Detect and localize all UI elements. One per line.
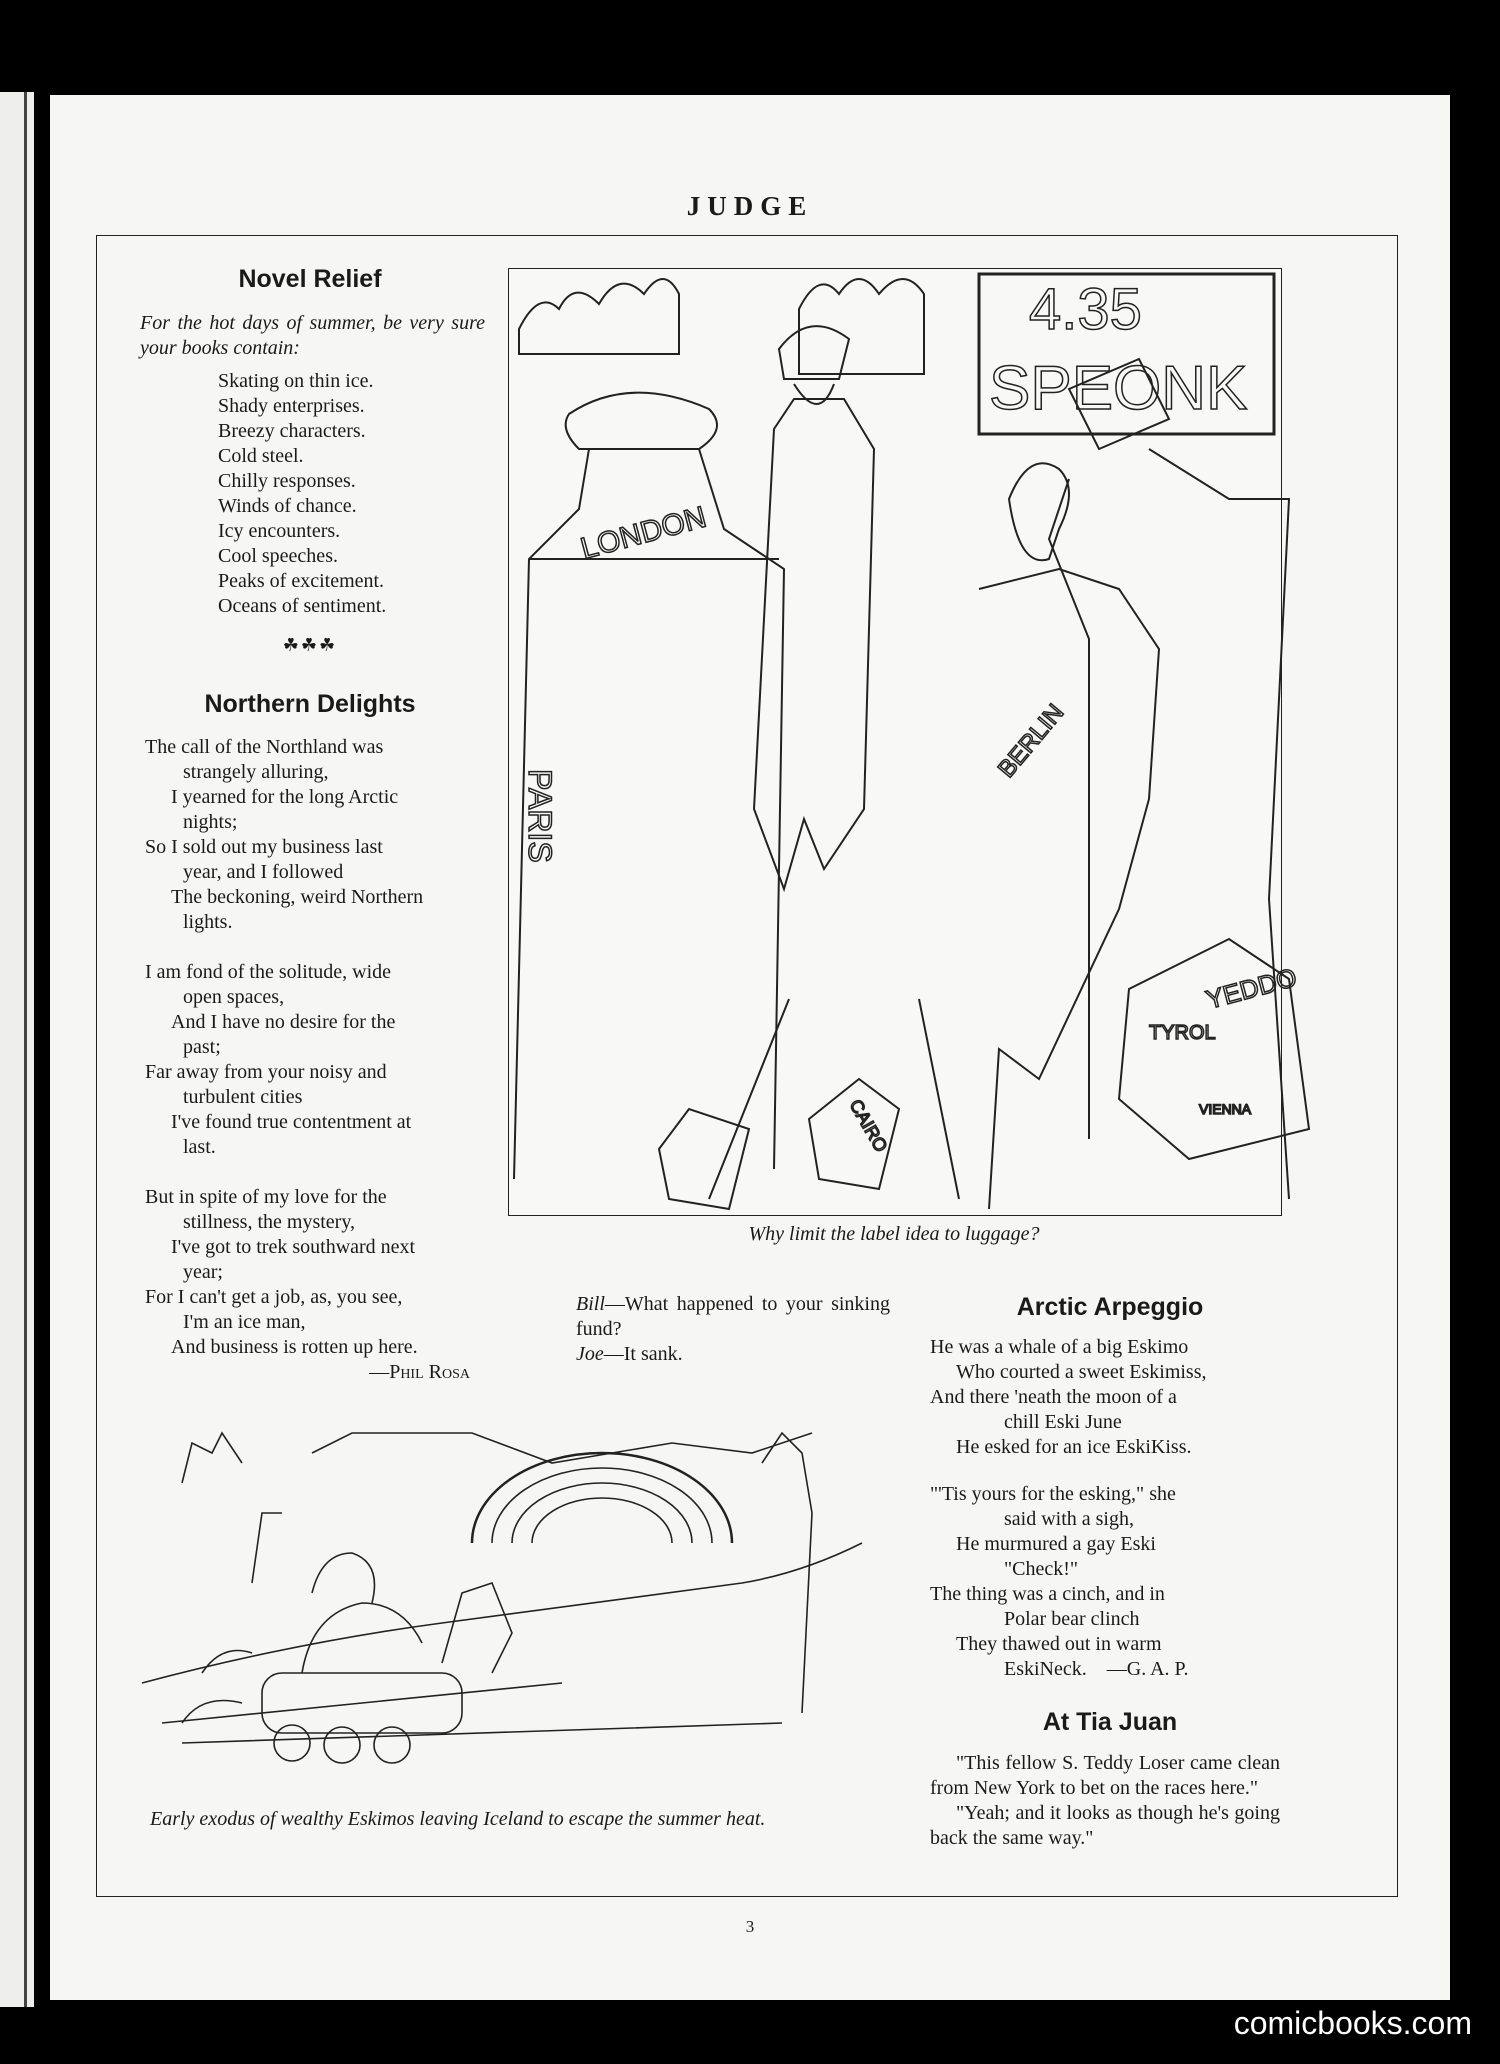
- running-head: JUDGE: [686, 191, 814, 221]
- poem-line: strangely alluring,: [183, 761, 329, 783]
- joke-speaker: Bill: [576, 1293, 605, 1315]
- poem-line: I've found true contentment at: [171, 1111, 412, 1133]
- main-cartoon: [508, 268, 1300, 1216]
- poem-stanza: [145, 1185, 500, 1360]
- list-item: Cold steel.: [218, 445, 304, 467]
- magazine-page: [50, 95, 1450, 2000]
- sign-time: 4.35: [1029, 277, 1142, 342]
- poem-line: Polar bear clinch: [1004, 1608, 1140, 1630]
- poem-line: said with a sigh,: [1004, 1508, 1134, 1530]
- label-cairo: CAIRO: [845, 1096, 892, 1156]
- novel-relief-intro: [140, 311, 485, 361]
- list-item: Peaks of excitement.: [218, 570, 385, 592]
- poem-line: They thawed out in warm: [956, 1633, 1162, 1655]
- joke-line-1: [550, 1292, 890, 1342]
- joke-line-2: [550, 1342, 890, 1367]
- poem-line: He esked for an ice EskiKiss.: [956, 1436, 1192, 1458]
- poem-line: nights;: [183, 811, 238, 833]
- list-item: Oceans of sentiment.: [218, 595, 387, 617]
- arctic-arpeggio-title: Arctic Arpeggio: [1016, 1293, 1204, 1321]
- list-item: Skating on thin ice.: [218, 370, 374, 392]
- page-number: 3: [745, 1917, 755, 1936]
- list-item: Icy encounters.: [218, 520, 341, 542]
- poem-line: EskiNeck. —G. A. P.: [1004, 1658, 1189, 1680]
- poem-line: The thing was a cinch, and in: [930, 1583, 1165, 1605]
- list-item: Shady enterprises.: [218, 395, 365, 417]
- poem-line: open spaces,: [183, 986, 285, 1008]
- label-yeddo: YEDDO: [1202, 961, 1300, 1015]
- poem-line: stillness, the mystery,: [183, 1211, 356, 1233]
- main-cartoon-caption: Why limit the label idea to luggage?: [748, 1223, 1040, 1245]
- poem-line: chill Eski June: [1004, 1411, 1122, 1433]
- tia-juan-paragraph: "Yeah; and it looks as though he's going back the same way.": [930, 1802, 1280, 1849]
- joke-text: —What happened to your sinking fund?: [576, 1293, 890, 1340]
- label-berlin: BERLIN: [992, 699, 1070, 783]
- poem-line: past;: [183, 1036, 221, 1058]
- section-ornament: ☘☘☘: [282, 635, 338, 655]
- bottom-cartoon-drawing: [142, 1423, 880, 1805]
- tia-juan-text: [930, 1751, 1280, 1851]
- poem-stanza: [930, 1335, 1280, 1460]
- arctic-arpeggio-poem: [930, 1335, 1280, 1682]
- poem-line: And I have no desire for the: [171, 1011, 396, 1033]
- poem-line: Who courted a sweet Eskimiss,: [956, 1361, 1207, 1383]
- poem-line: I'm an ice man,: [183, 1311, 306, 1333]
- poem-line: turbulent cities: [183, 1086, 303, 1108]
- poem-line: I yearned for the long Arctic: [171, 786, 399, 808]
- list-item: Chilly responses.: [218, 470, 356, 492]
- watermark: comicbooks.com: [1233, 2005, 1472, 2041]
- poem-line: lights.: [183, 911, 233, 933]
- poem-line: last.: [183, 1136, 216, 1158]
- poem-line: I am fond of the solitude, wide: [145, 961, 392, 983]
- poem-line: year;: [183, 1261, 223, 1283]
- label-paris: PARIS: [522, 769, 558, 863]
- poem-line: And business is rotten up here.: [171, 1336, 418, 1358]
- novel-relief-title: Novel Relief: [238, 265, 382, 293]
- poem-line: I've got to trek southward next: [171, 1236, 416, 1258]
- bottom-cartoon: [142, 1423, 880, 1805]
- poem-line: The call of the Northland was: [145, 736, 384, 758]
- poem-line: But in spite of my love for the: [145, 1186, 387, 1208]
- poem-line: He was a whale of a big Eskimo: [930, 1336, 1189, 1358]
- poem-author: —Phil Rosa: [369, 1361, 470, 1383]
- poem-line: He murmured a gay Eski: [956, 1533, 1156, 1555]
- list-item: Breezy characters.: [218, 420, 366, 442]
- page-gutter-line: [24, 92, 27, 2007]
- bottom-cartoon-caption: Early exodus of wealthy Eskimos leaving Iceland to escape the summer heat.: [150, 1808, 766, 1830]
- left-page-edge: [0, 92, 34, 2007]
- list-item: Winds of chance.: [218, 495, 357, 517]
- joke-text: —It sank.: [603, 1343, 683, 1365]
- bill-joe-joke: [550, 1292, 890, 1367]
- poem-line: "Check!": [1004, 1558, 1079, 1580]
- label-tyrol: TYROL: [1149, 1022, 1216, 1044]
- poem-line: year, and I followed: [183, 861, 344, 883]
- label-london: LONDON: [577, 500, 710, 566]
- main-cartoon-drawing: [509, 269, 1300, 1215]
- northern-delights-title: Northern Delights: [204, 690, 416, 718]
- joke-speaker: Joe: [576, 1343, 604, 1365]
- poem-line: "'Tis yours for the esking," she: [930, 1483, 1176, 1505]
- sign-station: SPEONK: [989, 354, 1248, 423]
- poem-line: And there 'neath the moon of a: [930, 1386, 1177, 1408]
- tia-juan-paragraph: "This fellow S. Teddy Loser came clean from New York to bet on the races here.": [930, 1752, 1280, 1799]
- poem-stanza: [145, 960, 500, 1160]
- poem-line: The beckoning, weird Northern: [171, 886, 424, 908]
- list-item: Cool speeches.: [218, 545, 338, 567]
- northern-delights-poem: [145, 735, 500, 1385]
- poem-line: Far away from your noisy and: [145, 1061, 387, 1083]
- label-vienna: VIENNA: [1199, 1101, 1252, 1117]
- novel-relief-list: [218, 369, 468, 619]
- novel-relief-intro-text: For the hot days of summer, be very sure your books contain:: [140, 312, 485, 359]
- poem-line: So I sold out my business last: [145, 836, 383, 858]
- poem-stanza: [930, 1482, 1280, 1682]
- poem-stanza: [145, 735, 500, 935]
- tia-juan-title: At Tia Juan: [1042, 1708, 1178, 1736]
- poem-line: For I can't get a job, as, you see,: [145, 1286, 403, 1308]
